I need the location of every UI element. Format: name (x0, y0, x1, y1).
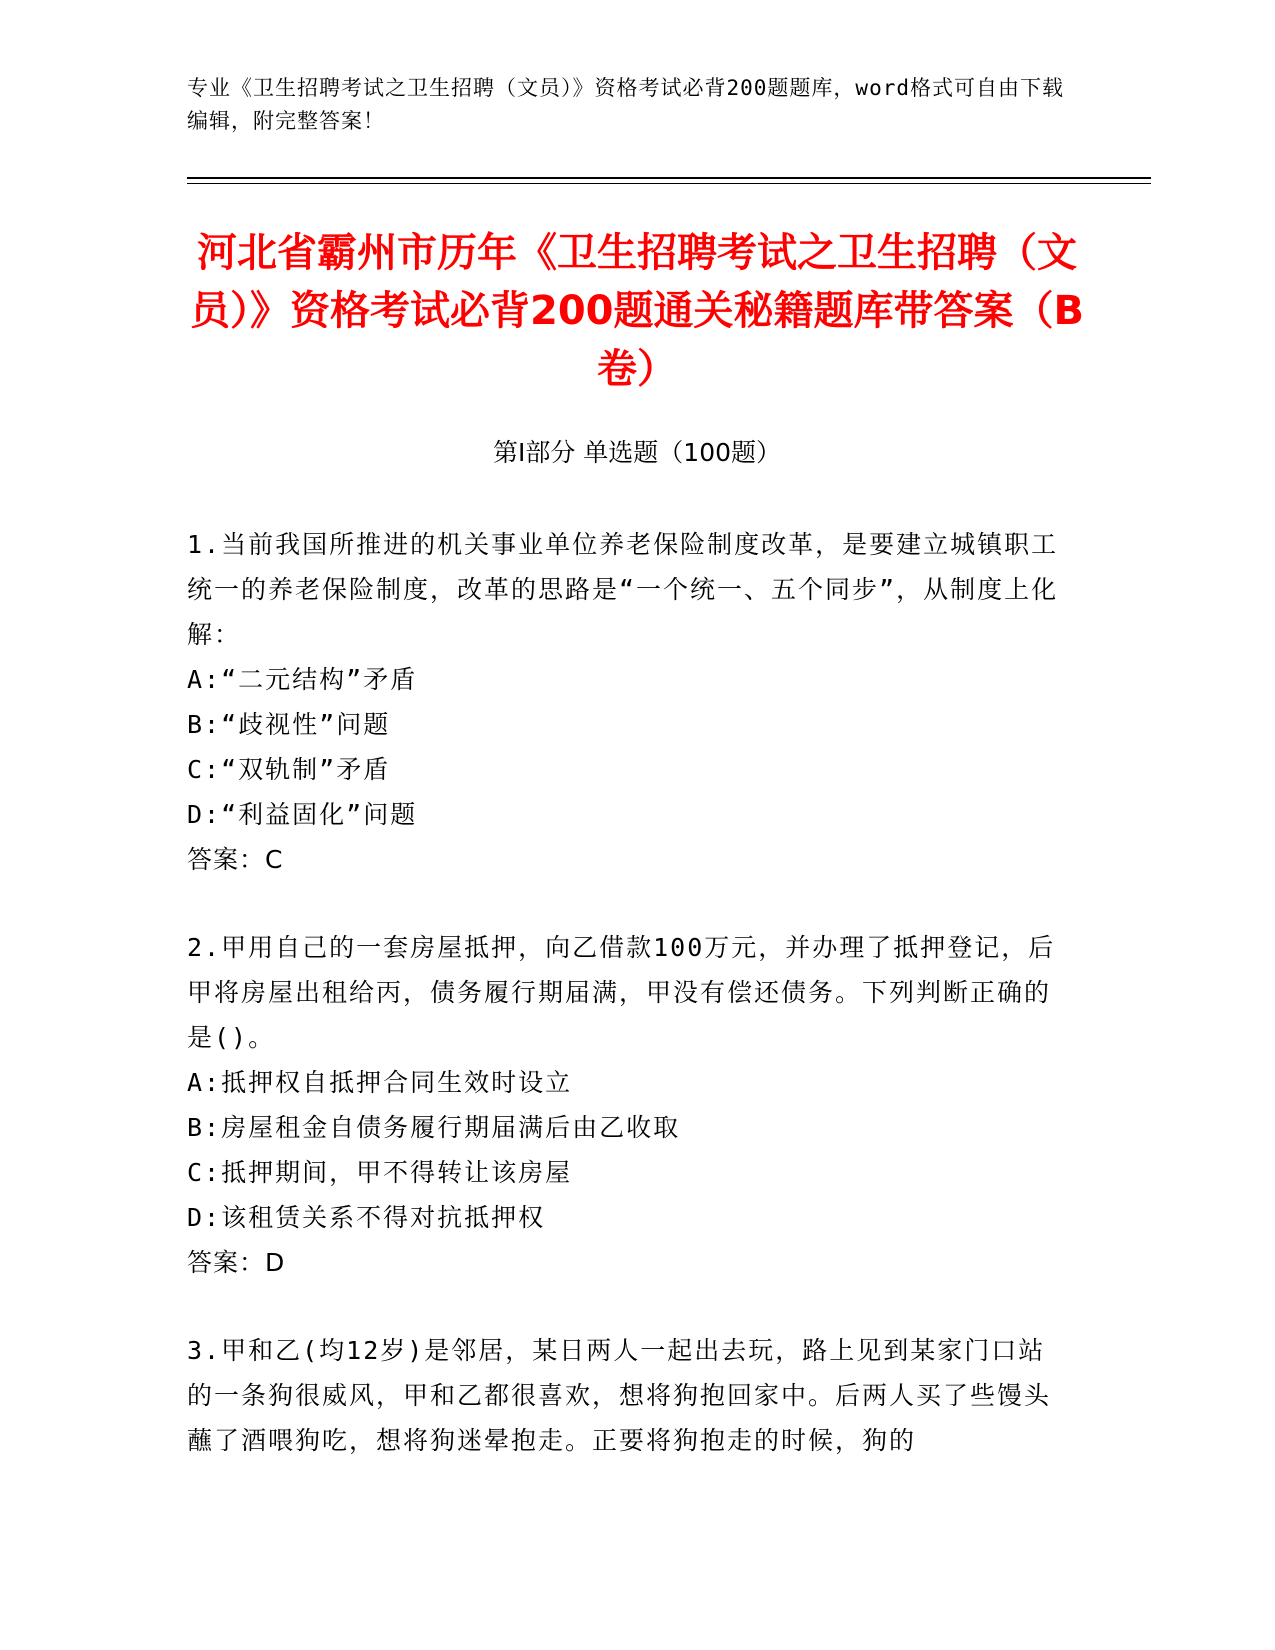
option-c: C:“双轨制”矛盾 (187, 755, 391, 784)
header-divider-thick (187, 177, 1151, 179)
document-title: 河北省霸州市历年《卫生招聘考试之卫生招聘（文员）》资格考试必背200题通关秘籍题库带答案（B卷） (190, 230, 1084, 392)
option-a: A:抵押权自抵押合同生效时设立 (187, 1068, 573, 1097)
option-d: D:“利益固化”问题 (187, 800, 418, 829)
question-2 (187, 925, 1067, 1285)
option-b: B:房屋租金自债务履行期届满后由乙收取 (187, 1113, 681, 1142)
answer: 答案：C (187, 845, 284, 874)
option-a: A:“二元结构”矛盾 (187, 665, 418, 694)
option-c: C:抵押期间，甲不得转让该房屋 (187, 1158, 573, 1187)
header-note: 专业《卫生招聘考试之卫生招聘（文员）》资格考试必背200题题库，word格式可自由下载编辑，附完整答案！ (187, 76, 1064, 133)
question-text: 1.当前我国所推进的机关事业单位养老保险制度改革，是要建立城镇职工统一的养老保险制度，改革的思路是“一个统一、五个同步”，从制度上化解： (187, 530, 1059, 649)
section-title: 第Ⅰ部分 单选题（100题） (492, 438, 782, 467)
question-text: 2.甲用自己的一套房屋抵押，向乙借款100万元，并办理了抵押登记，后甲将房屋出租给丙，债务履行期届满，甲没有偿还债务。下列判断正确的是()。 (187, 933, 1056, 1052)
question-list (187, 522, 1067, 1506)
answer: 答案：D (187, 1248, 286, 1277)
header-divider-thin (187, 183, 1151, 184)
question-text: 3.甲和乙(均12岁)是邻居，某日两人一起出去玩，路上见到某家门口站的一条狗很威风，甲和乙都很喜欢，想将狗抱回家中。后两人买了些馒头蘸了酒喂狗吃，想将狗迷晕抱走。正要将狗抱走的时候，狗的 (187, 1336, 1052, 1455)
option-d: D:该租赁关系不得对抗抵押权 (187, 1203, 546, 1232)
question-1 (187, 522, 1067, 882)
option-b: B:“歧视性”问题 (187, 710, 391, 739)
question-3 (187, 1328, 1067, 1463)
